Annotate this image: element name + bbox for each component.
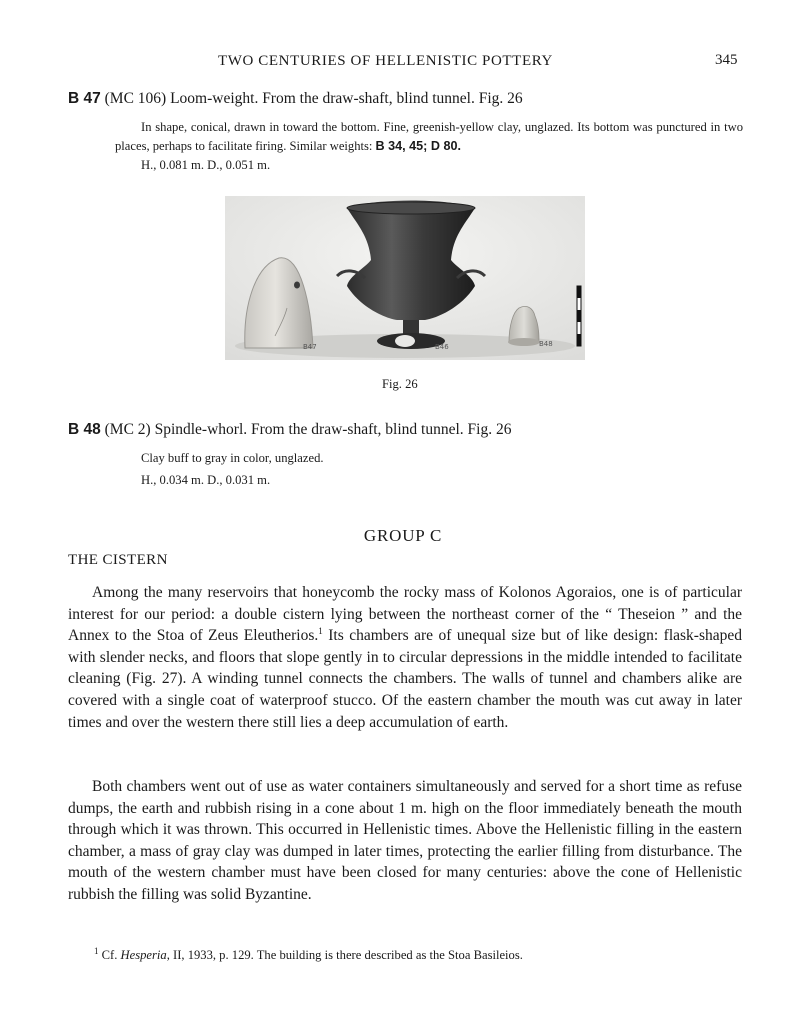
object-label: B46	[435, 343, 449, 351]
object-label: B48	[539, 340, 553, 348]
footnote	[94, 946, 523, 963]
footnote-reference: 1	[318, 626, 323, 637]
figure-caption: Fig. 26	[382, 377, 418, 391]
catalogue-title: (MC 106) Loom-weight. From the draw-shaft, blind tunnel. Fig. 26	[104, 90, 523, 107]
paragraph-text: Its chambers are of unequal size but of like design: flask-shaped with slender necks, and floors that slope gently in to circular depressions in the middle intended to facilitate cleaning (Fig. 27). A winding tunnel connects the chambers. The walls of tunnel and chambers alike are covered with a single coat of waterproof stucco. Of the eastern chamber the mouth was cut away in later times and over the western there still lies a deep accumulation of earth.	[68, 627, 742, 731]
figure-photograph	[225, 196, 585, 360]
footnote-text: Cf.	[98, 948, 121, 963]
entry-description	[115, 118, 743, 156]
catalogue-number: B 47	[68, 90, 101, 107]
entry-dimensions: H., 0.081 m. D., 0.051 m.	[141, 158, 271, 172]
catalogue-title: (MC 2) Spindle-whorl. From the draw-shaft, blind tunnel. Fig. 26	[104, 421, 512, 438]
scale-bar	[577, 286, 581, 346]
group-heading: GROUP C	[363, 526, 443, 545]
footnote-mark: 1	[94, 946, 99, 956]
body-paragraph	[68, 582, 742, 733]
paragraph-text: Among the many reservoirs that honeycomb the rocky mass of Kolonos Agoraios, one is of particular interest for our period: a double cistern lying between the northeast corner of the “ Theseion ” and the Annex to the Stoa of Zeus Eleutherios.	[68, 584, 742, 645]
entry-dimensions: H., 0.034 m. D., 0.031 m.	[141, 473, 271, 487]
cross-reference: B 34, 45; D 80.	[375, 139, 461, 153]
body-paragraph: Both chambers went out of use as water containers simultaneously and served for a short time as refuse dumps, the earth and rubbish rising in a cone about 1 m. high on the floor immediately beneath the mouth through which it was thrown. This occurred in Hellenistic times. Above the Hellenistic filling in the eastern chamber, a mass of gray clay was dumped in later times, protecting the earlier filling from disturbance. The mouth of the western chamber must have been closed for many centuries: above the cone of Hellenistic rubbish the filling was solid Byzantine.	[68, 778, 742, 903]
object-label: B47	[303, 343, 317, 351]
catalogue-number: B 48	[68, 421, 101, 438]
catalogue-entry-b47	[68, 90, 523, 108]
footnote-text: , II, 1933, p. 129. The building is there described as the Stoa Basileios.	[166, 948, 523, 963]
page-number: 345	[715, 52, 738, 68]
running-head: TWO CENTURIES OF HELLENISTIC POTTERY	[218, 53, 553, 69]
description-text: In shape, conical, drawn in toward the bottom. Fine, greenish-yellow clay, unglazed. Its bottom was punctured in two places, perhaps to facilitate firing. Similar weights:	[115, 120, 743, 153]
journal-title: Hesperia	[120, 948, 167, 963]
catalogue-entry-b48	[68, 421, 511, 439]
section-heading: THE CISTERN	[68, 552, 168, 568]
entry-description: Clay buff to gray in color, unglazed.	[141, 451, 324, 465]
